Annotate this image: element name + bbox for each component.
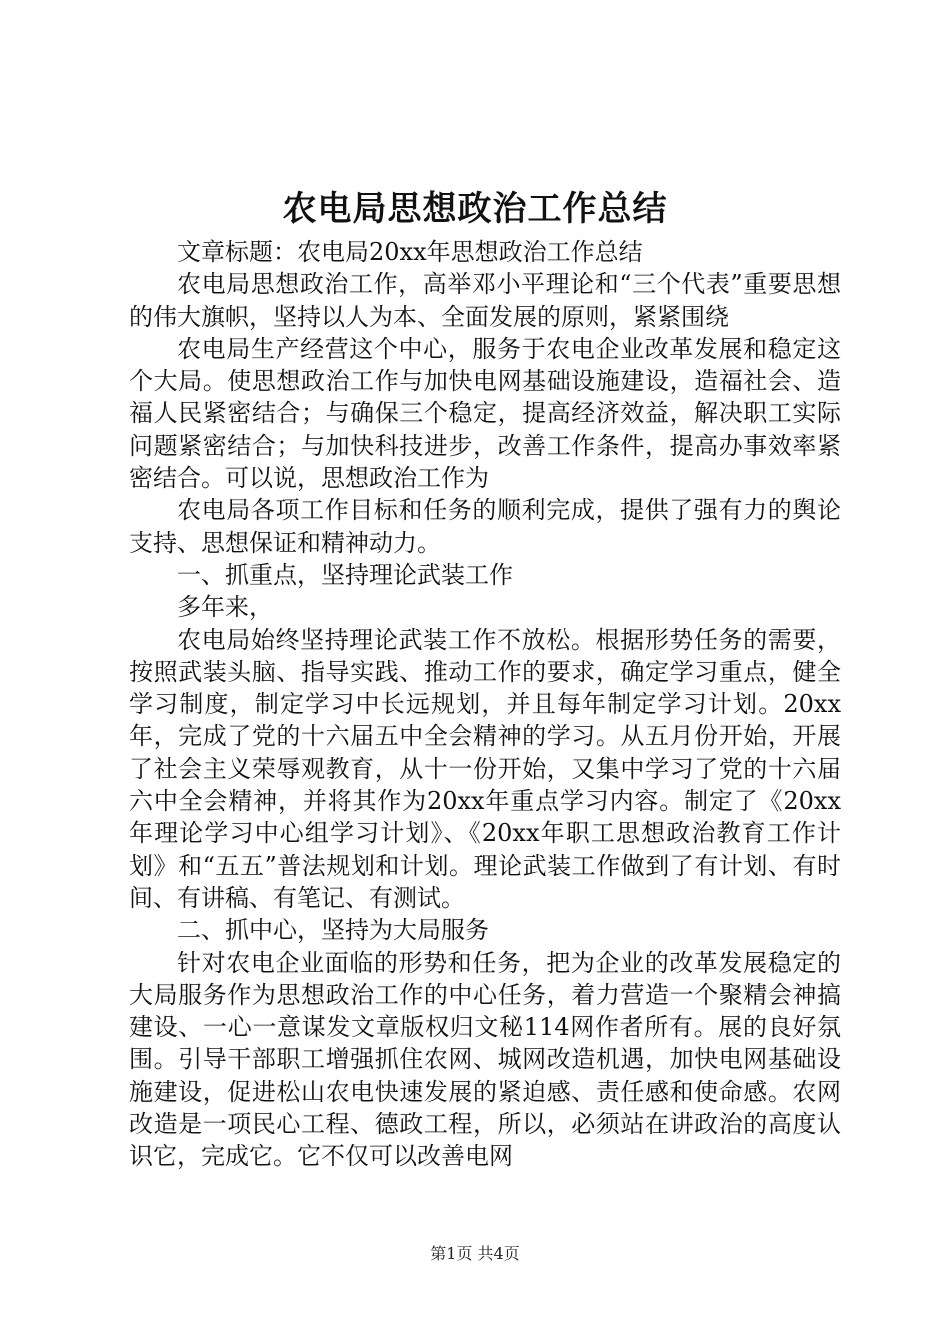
- paragraph-article-heading: 文章标题：农电局20xx年思想政治工作总结: [177, 238, 643, 266]
- document-body: [129, 236, 841, 1173]
- paragraph: 多年来，: [177, 593, 273, 622]
- paragraph: 农电局生产经营这个中心，服务于农电企业改革发展和稳定这个大局。使思想政治工作与加快电网基础设施建设，造福社会、造福人民紧密结合；与确保三个稳定，提高经济效益，解决职工实际问题紧密结合；与加快科技进步，改善工作条件，提高办事效率紧密结合。可以说，思想政治工作为: [129, 334, 841, 493]
- section-heading-2: 二、抓中心，坚持为大局服务: [177, 916, 489, 945]
- page-footer: 第1页 共4页: [430, 1244, 520, 1263]
- section-heading-1: 一、抓重点，坚持理论武装工作: [177, 560, 513, 589]
- paragraph: 农电局思想政治工作，高举邓小平理论和“三个代表”重要思想的伟大旗帜，坚持以人为本、全面发展的原则，紧紧围绕: [129, 270, 841, 331]
- paragraph: 农电局始终坚持理论武装工作不放松。根据形势任务的需要，按照武装头脑、指导实践、推动工作的要求，确定学习重点，健全学习制度，制定学习中长远规划，并且每年制定学习计划。20xx年，完成了党的十六届五中全会精神的学习。从五月份开始，开展了社会主义荣辱观教育，从十一份开始，又集中学习了党的十六届六中全会精神，并将其作为20xx年重点学习内容。制定了《20xx年理论学习中心组学习计划》、《20xx年职工思想政治教育工作计划》和“五五”普法规划和计划。理论武装工作做到了有计划、有时间、有讲稿、有笔记、有测试。: [129, 625, 841, 912]
- document-title: 农电局思想政治工作总结: [282, 189, 668, 229]
- paragraph: 针对农电企业面临的形势和任务，把为企业的改革发展稳定的大局服务作为思想政治工作的中心任务，着力营造一个聚精会神搞建设、一心一意谋发文章版权归文秘114网作者所有。展的良好氛围。引导干部职工增强抓住农网、城网改造机遇，加快电网基础设施建设，促进松山农电快速发展的紧迫感、责任感和使命感。农网改造是一项民心工程、德政工程，所以，必须站在讲政治的高度认识它，完成它。它不仅可以改善电网: [129, 948, 841, 1171]
- paragraph: 农电局各项工作目标和任务的顺利完成，提供了强有力的舆论支持、思想保证和精神动力。: [129, 496, 841, 557]
